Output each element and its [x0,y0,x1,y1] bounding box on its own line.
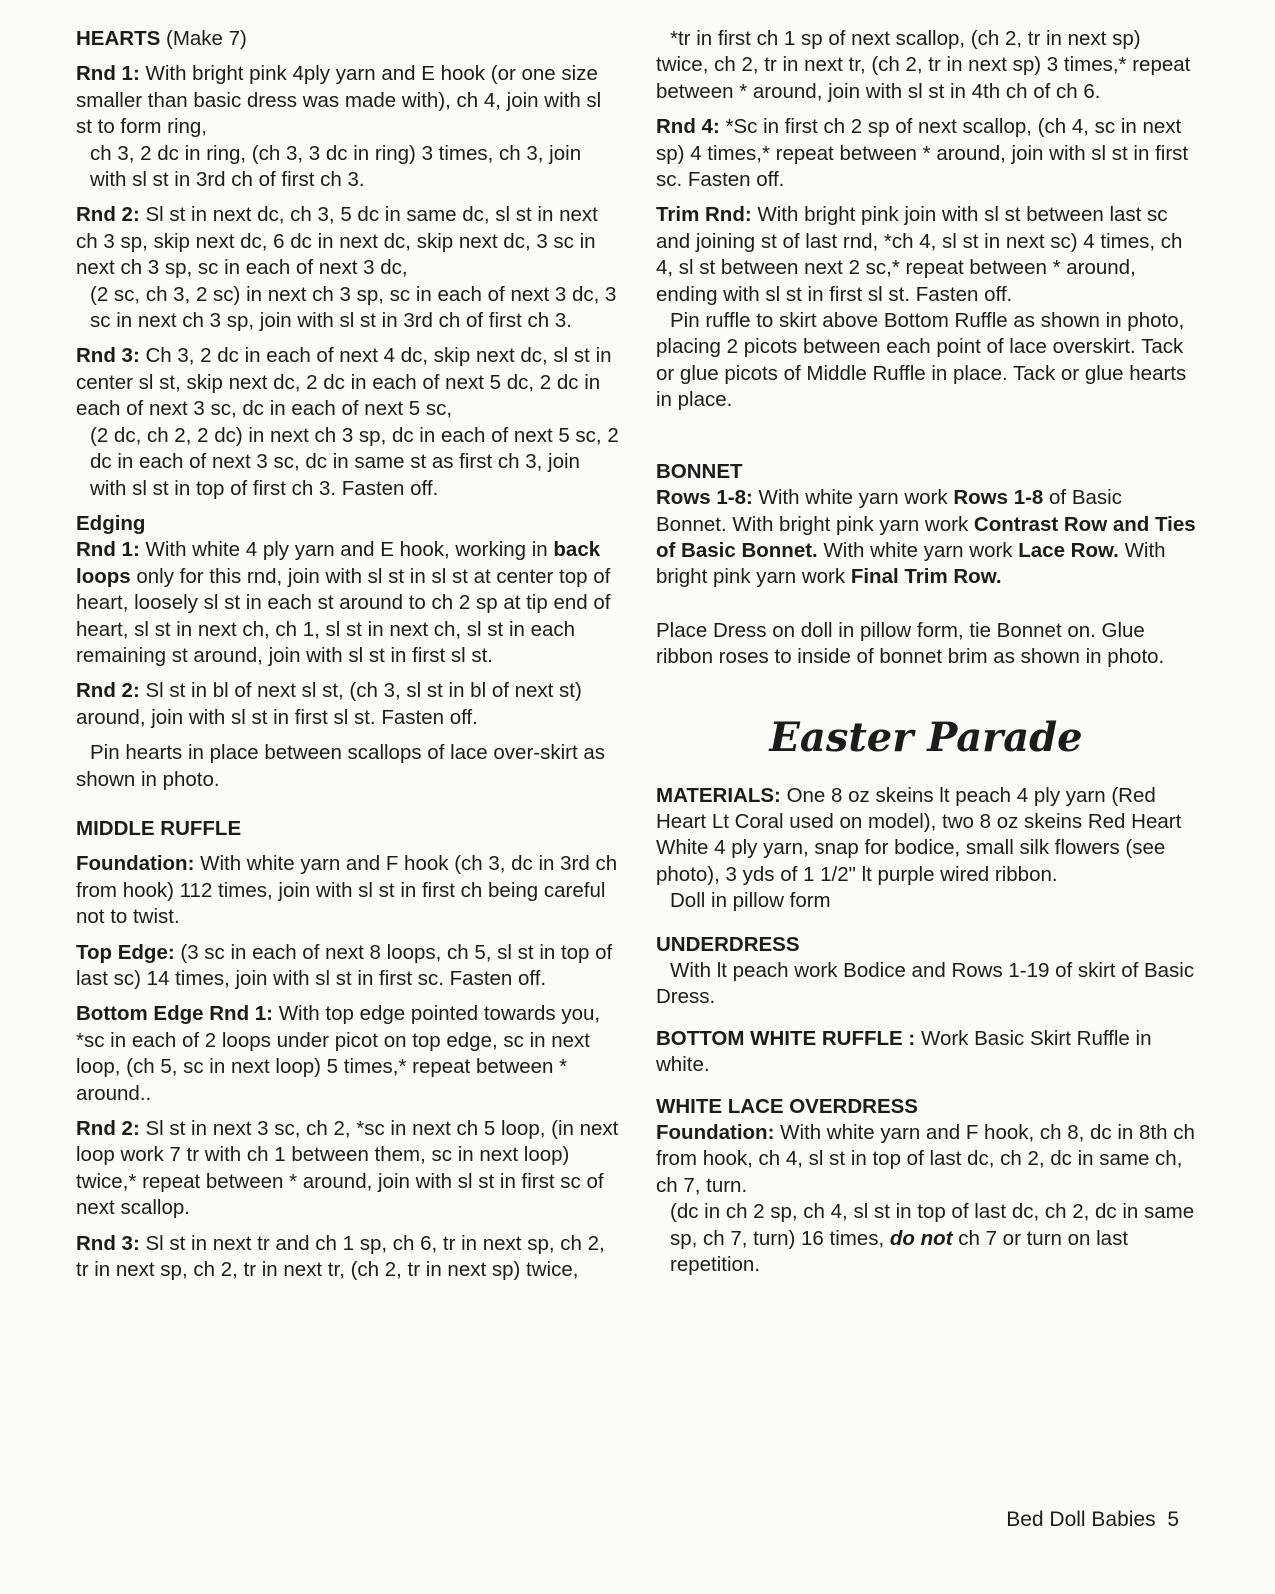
edging-rnd-2: Rnd 2: Sl st in bl of next sl st, (ch 3, sl st in bl of next st) around, join with sl st in first sl st. Fasten off. [76,679,582,729]
middle-bottom-edge-rnd-1: Bottom Edge Rnd 1: With top edge pointed towards you, *sc in each of 2 loops under picot on top edge, sc in next loop, (ch 5, sc in next loop) 5 times,* repeat between * around.. [76,1002,601,1105]
page-footer [1006,1508,1179,1532]
place-dress-note: Place Dress on doll in pillow form, tie Bonnet on. Glue ribbon roses to inside of bonnet brim as shown in photo. [656,618,1165,669]
hearts-rnd-3: Rnd 3: Ch 3, 2 dc in each of next 4 dc, skip next dc, sl st in center sl st, skip next dc, 2 dc in each of next 5 dc, 2 dc in each of next 3 sc, dc in each of next 5 sc, (2 dc, ch 2, 2 dc) in next ch 3 sp, dc in each of next 5 sc, 2 dc in each of next 3 sc, dc in same st as first ch 3, join with sl st in top of first ch 3. Fasten off. [76,344,619,500]
rnd-3-continued: *tr in first ch 1 sp of next scallop, (ch 2, tr in next sp) twice, ch 2, tr in next tr, (ch 2, tr in next sp) 3 times,* repeat between * around, join with sl st in 4th ch of ch 6. [656,27,1191,103]
middle-rnd-3: Rnd 3: Sl st in next tr and ch 1 sp, ch 6, tr in next sp, ch 2, tr in next sp, ch 2, tr in next tr, (ch 2, tr in next sp) twice, [76,1231,605,1282]
pin-ruffle-note: Pin ruffle to skirt above Bottom Ruffle as shown in photo, placing 2 picots between each point of lace overskirt. Tack or glue picots of Middle Ruffle in place. Tack or glue hearts in place. [656,309,1187,412]
hearts-rnd-1: Rnd 1: With bright pink 4ply yarn and E hook (or one size smaller than basic dress was made with), ch 4, join with sl st to form ring, ch 3, 2 dc in ring, (ch 3, 3 dc in ring) 3 times, ch 3, join with sl st in 3rd ch of first ch 3. [76,62,602,192]
hearts-heading: HEARTS (Make 7) [76,27,247,50]
middle-ruffle-heading: MIDDLE RUFFLE [76,816,242,840]
underdress: UNDERDRESS With lt peach work Bodice and Rows 1-19 of skirt of Basic Dress. [656,932,1195,1009]
pin-hearts-note: Pin hearts in place between scallops of lace over-skirt as shown in photo. [76,741,606,791]
middle-rnd-4: Rnd 4: *Sc in first ch 2 sp of next scallop, (ch 4, sc in next sp) 4 times,* repeat between * around, join with sl st in first sc. Fasten off. [656,115,1189,192]
middle-foundation: Foundation: With white yarn and F hook (ch 3, dc in 3rd ch from hook) 112 times, join with sl st in first ch being careful not to twist. [76,852,618,929]
middle-top-edge: Top Edge: (3 sc in each of next 8 loops, ch 5, sl st in top of last sc) 14 times, join with sl st in first sc. Fasten off. [76,940,613,990]
book-title: Bed Doll Babies [1006,1508,1156,1531]
bottom-white-ruffle: BOTTOM WHITE RUFFLE : Work Basic Skirt Ruffle in white. [656,1026,1152,1077]
white-lace-overdress: WHITE LACE OVERDRESS Foundation: With white yarn and F hook, ch 8, dc in 8th ch from hook, ch 4, sl st in top of last dc, ch 2, dc in same ch, ch 7, turn. (dc in ch 2 sp, ch 4, sl st in top of last dc, ch 2, dc in same sp, ch 7, turn) 16 times, do not ch 7 or turn on last repetition. [656,1094,1195,1277]
materials: MATERIALS: One 8 oz skeins lt peach 4 ply yarn (Red Heart Lt Coral used on model), two 8 oz skeins Red Heart White 4 ply yarn, snap for bodice, small silk flowers (see photo), 3 yds of 1 1/2" lt purple wired ribbon. Doll in pillow form [656,783,1182,913]
right-column [656,26,1196,1287]
trim-rnd: Trim Rnd: With bright pink join with sl st between last sc and joining st of last rnd, *ch 4, sl st in next sc) 4 times, ch 4, sl st between next 2 sc,* repeat between * around, ending with sl st in first sl st. Fasten off. [656,203,1183,306]
bonnet-section: BONNET Rows 1-8: With white yarn work Rows 1-8 of Basic Bonnet. With bright pink yarn work Contrast Row and Ties of Basic Bonnet. With white yarn work Lace Row. With bright pink yarn work Final Trim Row. [656,459,1196,589]
edging-rnd-1: Edging Rnd 1: With white 4 ply yarn and E hook, working in back loops only for this rnd, join with sl st in sl st at center top of heart, loosely sl st in each st around to ch 2 sp at tip end of heart, sl st in next ch, ch 1, sl st in next ch, sl st in each remaining st around, join with sl st in first sl st. [76,511,611,667]
middle-rnd-2: Rnd 2: Sl st in next 3 sc, ch 2, *sc in next ch 5 loop, (in next loop work 7 tr with ch 1 between them, sc in next loop) twice,* repeat between * around, join with sl st in first sc of next scallop. [76,1117,619,1220]
page-number: 5 [1167,1508,1179,1531]
left-column [76,26,621,1292]
hearts-rnd-2: Rnd 2: Sl st in next dc, ch 3, 5 dc in same dc, sl st in next ch 3 sp, skip next dc, 6 dc in next dc, skip next dc, 3 sc in next ch 3 sp, sc in each of next 3 dc, (2 sc, ch 3, 2 sc) in next ch 3 sp, sc in each of next 3 dc, 3 sc in next ch 3 sp, join with sl st in 3rd ch of first ch 3. [76,203,617,333]
section-title-easter-parade: Easter Parade [769,713,1083,761]
